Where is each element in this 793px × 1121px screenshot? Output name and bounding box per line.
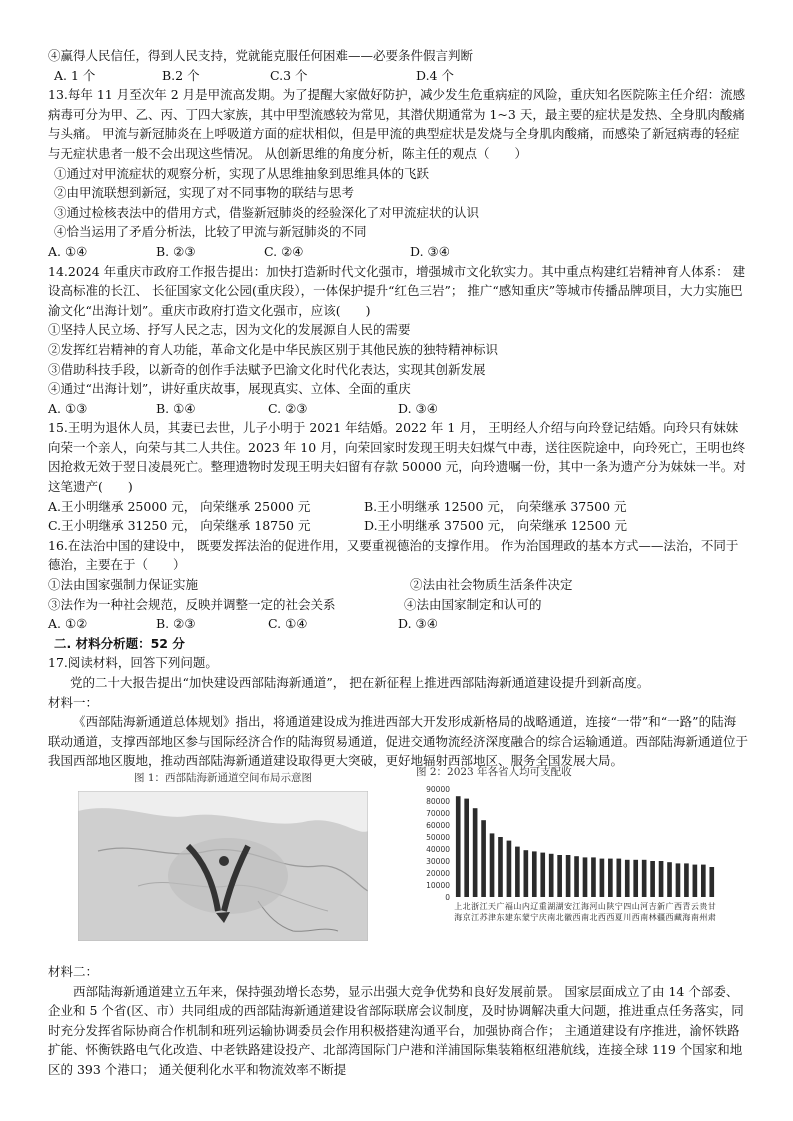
option-a: A. ①③	[48, 400, 88, 416]
y-tick-label: 50000	[426, 833, 450, 842]
x-tick-label: 内	[521, 902, 530, 911]
bar	[473, 808, 478, 897]
bar	[591, 857, 596, 897]
x-tick-label: 吉	[648, 902, 657, 911]
bar	[709, 867, 714, 897]
x-tick-label: 州	[699, 913, 708, 922]
y-tick-label: 10000	[426, 881, 450, 890]
x-tick-label: 徽	[564, 913, 573, 922]
option-d: D. ③④	[398, 616, 438, 632]
x-tick-label: 宁	[614, 902, 623, 911]
q15-options-row1	[48, 497, 748, 517]
bar	[583, 857, 588, 897]
x-tick-label: 南	[690, 913, 699, 922]
x-tick-label: 广	[496, 902, 505, 911]
x-tick-label: 夏	[614, 913, 623, 922]
bar	[557, 855, 562, 897]
option-b: B. ②③	[156, 243, 196, 259]
x-tick-label: 山	[597, 902, 606, 911]
q12-item-4: ④赢得人民信任，得到人民支持，党就能克服任何困难——必要条件假言判断	[48, 48, 474, 63]
q13-item: ①通过对甲流症状的观察分析，实现了从思维抽象到思维具体的飞跃	[54, 165, 430, 181]
option-c: C. ②③	[268, 400, 308, 416]
x-tick-label: 湖	[547, 902, 556, 911]
q13-item: ②由甲流联想到新冠，实现了对不同事物的联结与思考	[54, 185, 355, 201]
bar	[540, 853, 545, 897]
x-tick-label: 山	[513, 902, 522, 911]
x-tick-label: 云	[690, 902, 699, 911]
q15-options-row2	[48, 516, 748, 536]
option-d: D.4 个	[416, 67, 454, 83]
x-tick-label: 蒙	[521, 913, 530, 922]
q16-item: ④法由国家制定和认可的	[404, 596, 542, 612]
bar	[625, 860, 630, 897]
y-tick-label: 70000	[426, 809, 450, 818]
x-tick-label: 建	[504, 913, 513, 922]
option-c: C. ①④	[268, 616, 308, 632]
bar	[524, 850, 529, 897]
bar	[616, 859, 621, 897]
x-tick-label: 辽	[530, 902, 539, 911]
q13-stem: 13.每年 11 月至次年 2 月是甲流高发期。为了提醒大家做好防护，减少发生危重病症的风险，重庆知名医院陈主任介绍：流感病毒可分为甲、乙、丙、丁四大家族，其中甲型流感较为常见，其潜伏期通常为 1~3 天，最主要的症状是发热、全身肌肉酸痛与头痛。 甲流与新冠肺炎在上呼吸道方面的症状相似，但是甲流的典型症状是发烧与全身肌肉酸痛，而感染了新冠病毒的轻症与无症状患者一般不会出现这些情况。 从创新思维的角度分析，陈主任的观点（ ）	[48, 87, 746, 161]
y-tick-label: 40000	[426, 845, 450, 854]
q16-items-row2	[48, 595, 748, 615]
x-tick-label: 浙	[471, 902, 480, 911]
x-tick-label: 疆	[657, 913, 666, 922]
x-tick-label: 江	[572, 902, 581, 911]
x-tick-label: 东	[496, 913, 505, 922]
q14-item: ④通过“出海计划”，讲好重庆故事，展现真实、立体、全面的重庆	[48, 381, 411, 397]
x-tick-label: 广	[665, 902, 674, 911]
q17-prompt: 17.阅读材料，回答下列问题。	[48, 655, 218, 671]
bar	[600, 859, 605, 897]
q16-item: ②法由社会物质生活条件决定	[410, 577, 573, 593]
x-tick-label: 西	[606, 913, 615, 922]
bar	[515, 847, 520, 897]
section-heading: 二. 材料分析题：52 分	[54, 635, 185, 651]
bar	[507, 841, 512, 897]
x-tick-label: 海	[454, 913, 463, 922]
option-b: B. ①④	[156, 400, 196, 416]
x-tick-label: 林	[648, 913, 657, 922]
option-b: B.王小明继承 12500 元， 向荣继承 37500 元	[364, 498, 627, 514]
bar	[676, 863, 681, 897]
bar	[549, 854, 554, 897]
x-tick-label: 西	[673, 902, 682, 911]
figure-2	[408, 764, 728, 944]
option-d: D. ③④	[410, 243, 450, 259]
q14-stem: 14.2024 年重庆市政府工作报告提出：加快打造新时代文化强市，增强城市文化软实力。其中重点构建红岩精神育人体系： 建设高标准的长江、 长征国家文化公园(重庆段），一体保护提升“红色三岩”； 推广“感知重庆”等城市传播品牌项目，大力实施巴渝文化“出海计划”。重庆市政府打造文化强市，应该( )	[48, 263, 746, 318]
x-tick-label: 庆	[538, 913, 547, 922]
bar	[693, 865, 698, 897]
q14-item: ①坚持人民立场、抒写人民之志，因为文化的发展源自人民的需要	[48, 322, 411, 338]
x-tick-label: 东	[513, 913, 522, 922]
x-tick-label: 山	[631, 902, 640, 911]
bar	[498, 837, 503, 897]
q16-items-row1	[48, 575, 748, 595]
q13-item: ④恰当运用了矛盾分析法，比较了甲流与新冠肺炎的不同	[54, 224, 367, 240]
material-2	[48, 962, 748, 1080]
exam-page	[48, 46, 748, 771]
option-d: D. ③④	[398, 400, 438, 416]
figures-row	[48, 766, 748, 960]
x-tick-label: 肃	[707, 913, 716, 922]
x-tick-label: 宁	[530, 913, 539, 922]
x-tick-label: 京	[462, 913, 471, 922]
option-b: B.2 个	[162, 67, 200, 83]
x-tick-label: 苏	[479, 913, 488, 922]
x-tick-label: 湖	[555, 902, 564, 911]
x-tick-label: 川	[623, 913, 632, 922]
y-tick-label: 30000	[426, 857, 450, 866]
x-tick-label: 南	[581, 913, 589, 922]
q12-options	[48, 66, 748, 86]
q14-item: ②发挥红岩精神的育人功能，革命文化是中华民族区别于其他民族的独特精神标识	[48, 341, 499, 357]
option-b: B. ②③	[156, 616, 196, 632]
figure-1-caption: 图 1：西部陆海新通道空间布局示意图	[133, 772, 313, 784]
x-tick-label: 西	[665, 913, 674, 922]
x-tick-label: 海	[581, 902, 589, 911]
q14-options	[48, 399, 748, 419]
x-tick-label: 西	[631, 913, 640, 922]
x-tick-label: 贵	[699, 902, 708, 911]
option-a: A. 1 个	[54, 67, 96, 83]
x-tick-label: 甘	[707, 902, 716, 911]
bar	[633, 860, 638, 897]
q14-item: ③借助科技手段，以新奇的创作手法赋予巴渝文化时代化表达，实现其创新发展	[48, 361, 486, 377]
x-tick-label: 福	[504, 902, 513, 911]
x-tick-label: 河	[640, 902, 649, 911]
bar	[701, 865, 706, 897]
bar	[574, 856, 579, 897]
bar	[659, 861, 664, 897]
bar	[464, 799, 469, 897]
material-2-text: 西部陆海新通道建立五年来，保持强劲增长态势，显示出强大竞争优势和良好发展前景。 国家层面成立了由 14 个部委、企业和 5 个省(区、市）共同组成的西部陆海新通道建设省部际联席会议制度，及时协调解决重大问题，推进重点任务落实，同时充分发挥省际协商合作机制和班列运输协调委员会作用积极搭建沟通平台，加强协商合作； 主通道建设有序推进，渝怀铁路扩能、怀衡铁路电气化改造、中老铁路建设投产、北部湾国际门户港和洋浦国际集装箱枢纽港航线，连接全球 119 个国家和地区的 393 个港口； 通关便利化水平和物流效率不断提	[48, 983, 744, 1077]
x-tick-label: 北	[555, 913, 564, 922]
bar	[456, 796, 461, 897]
bar	[532, 851, 537, 897]
option-d: D.王小明继承 37500 元， 向荣继承 12500 元	[364, 518, 627, 534]
option-a: A.王小明继承 25000 元， 向荣继承 25000 元	[48, 498, 311, 514]
y-tick-label: 60000	[426, 821, 450, 830]
material-2-label: 材料二：	[48, 964, 99, 979]
bar	[650, 861, 655, 897]
material-1-label: 材料一：	[48, 694, 99, 710]
bar	[642, 860, 647, 897]
x-tick-label: 海	[682, 913, 691, 922]
x-tick-label: 南	[640, 913, 649, 922]
x-tick-label: 重	[538, 902, 547, 911]
y-tick-label: 0	[445, 893, 450, 902]
q15-stem: 15.王明为退休人员，其妻已去世，儿子小明于 2021 年结婚。2022 年 1 月， 王明经人介绍与向玲登记结婚。向玲只有妹妹向荣一个亲人，向荣与其二人共住。2023 年 10 月，向荣回家时发现王明夫妇煤气中毒，送往医院途中，向玲死亡，王明也终因抢救无效于翌日凌晨死亡。整理遗物时发现王明夫妇留有存款 50000 元，向玲遗嘱一份，其中一条为遗产分为妹妹一半。对这笔遗产( )	[48, 420, 746, 495]
option-a: A. ①④	[48, 243, 88, 259]
x-tick-label: 四	[623, 902, 632, 911]
x-tick-label: 河	[589, 902, 598, 911]
q13-item: ③通过检核表法中的借用方式，借鉴新冠肺炎的经验深化了对甲流症状的认识	[54, 204, 480, 220]
bar	[608, 859, 613, 897]
bar	[490, 833, 495, 897]
x-tick-label: 江	[479, 902, 488, 911]
map-image	[78, 791, 368, 941]
y-tick-label: 90000	[426, 785, 450, 794]
income-bar-chart	[408, 783, 728, 943]
x-tick-label: 西	[572, 913, 581, 922]
x-tick-label: 陕	[606, 902, 615, 911]
x-tick-label: 新	[657, 902, 666, 911]
option-c: C.3 个	[270, 67, 308, 83]
bar	[566, 855, 571, 897]
q16-options	[48, 614, 748, 634]
x-tick-label: 南	[547, 913, 556, 922]
x-tick-label: 青	[682, 902, 691, 911]
bar	[684, 863, 689, 897]
q16-item: ③法作为一种社会规范，反映并调整一定的社会关系	[48, 596, 336, 612]
y-tick-label: 80000	[426, 797, 450, 806]
q17-intro: 党的二十大报告提出“加快建设西部陆海新通道”， 把在新征程上推进西部陆海新通道建设提升到新高度。	[70, 675, 650, 690]
x-tick-label: 津	[488, 913, 497, 922]
x-tick-label: 上	[454, 902, 463, 911]
q13-options	[48, 242, 748, 262]
figure-1	[78, 770, 368, 950]
x-tick-label: 北	[462, 902, 471, 911]
q16-item: ①法由国家强制力保证实施	[48, 577, 199, 593]
bar	[481, 820, 486, 897]
option-c: C. ②④	[264, 243, 304, 259]
x-tick-label: 西	[597, 913, 606, 922]
bar	[667, 862, 672, 897]
x-tick-label: 北	[589, 913, 598, 922]
option-c: C.王小明继承 31250 元， 向荣继承 18750 元	[48, 518, 311, 534]
option-a: A. ①②	[48, 616, 88, 632]
y-tick-label: 20000	[426, 869, 450, 878]
q16-stem: 16.在法治中国的建设中， 既要发挥法治的促进作用，又要重视德治的支撑作用。 作为治国理政的基本方式——法治，不同于德治，主要在于（ ）	[48, 537, 739, 573]
x-tick-label: 天	[488, 902, 497, 911]
chart-title: 图 2：2023 年各省人均可支配收	[416, 766, 572, 778]
x-tick-label: 安	[564, 902, 573, 911]
x-tick-label: 江	[471, 913, 480, 922]
material-1-text: 《西部陆海新通道总体规划》指出，将通道建设成为推进西部大开发形成新格局的战略通道，连接“一带”和“一路”的陆海联动通道，支撑西部地区参与国际经济合作的陆海贸易通道，促进交通物流经济深度融合的综合运输通道。西部陆海新通道位于我国西部地区腹地，推动西部陆海新通道建设取得更大突破，更好地辐射西部地区、服务全国发展大局。	[48, 714, 749, 769]
x-tick-label: 藏	[673, 913, 682, 922]
